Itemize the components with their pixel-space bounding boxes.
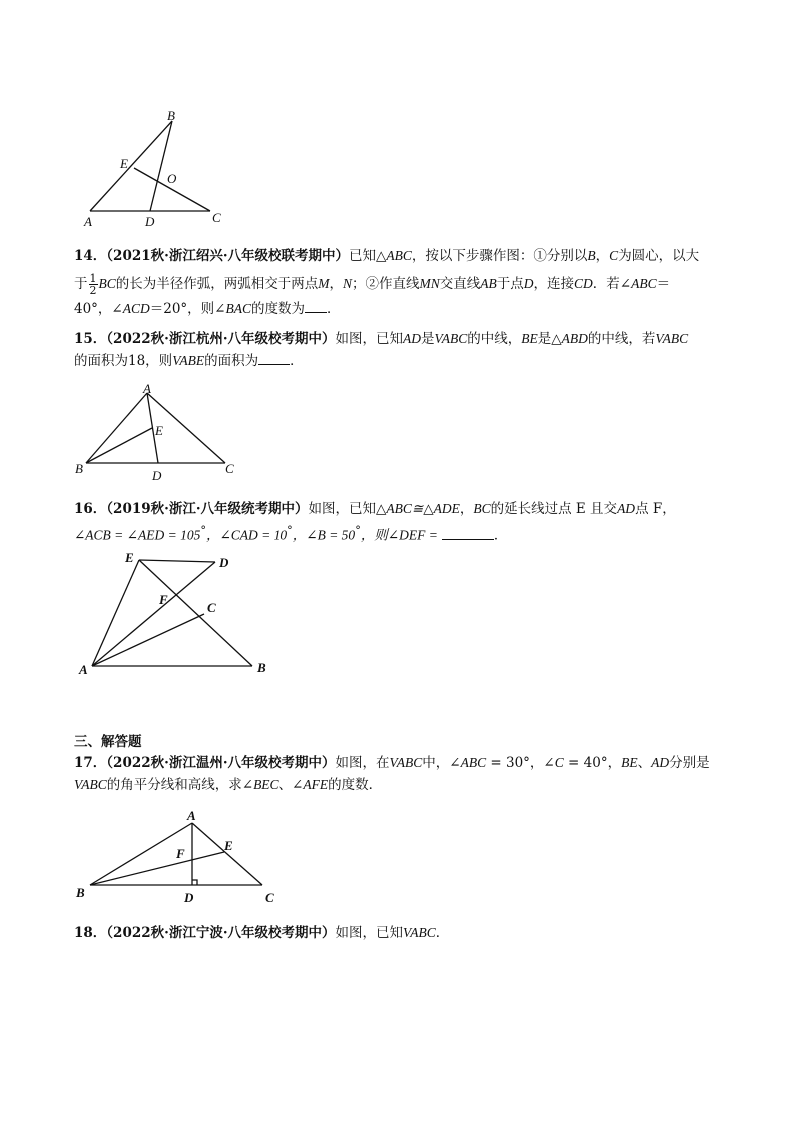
q18-source: （2022秋·浙江宁波·八年级校考期中） xyxy=(106,925,336,941)
q17-text: 的角平分线和高线，求∠ xyxy=(106,777,254,793)
q15-math: AD xyxy=(403,331,422,346)
label-a: A xyxy=(143,381,151,396)
q14-text: 于 xyxy=(74,276,88,292)
q14-math: MN xyxy=(419,276,440,291)
q14-text: 的长为半径作弧，两弧相交于两点 xyxy=(115,276,319,292)
q14-math: ACD xyxy=(122,301,150,316)
q17-text: 中，∠ xyxy=(422,755,461,771)
label-b: B xyxy=(257,660,266,675)
q17-line2 xyxy=(74,774,724,796)
question-18 xyxy=(74,922,724,944)
q14-text: ；②作直线 xyxy=(352,276,420,292)
q15-text: 的中线， xyxy=(467,331,522,347)
figure-q15-svg xyxy=(72,378,247,483)
q16-math: △ABC≅△ADE xyxy=(376,501,460,516)
q15-math: △ABD xyxy=(551,331,588,346)
q15-number: 15． xyxy=(74,331,107,347)
label-c: C xyxy=(225,461,234,476)
q16-math: ，∠B = 50 xyxy=(292,527,356,543)
degree-mark: ° xyxy=(200,524,206,537)
segment-ac xyxy=(192,823,262,885)
figure-q16-svg xyxy=(72,548,277,683)
fraction-one-half xyxy=(89,273,98,296)
question-14 xyxy=(74,245,724,320)
q17-text: 分别是 xyxy=(669,755,710,771)
answer-blank[interactable] xyxy=(258,350,290,365)
q14-math: CD xyxy=(574,276,593,291)
q17-number: 17． xyxy=(74,755,107,771)
question-17 xyxy=(74,752,724,796)
answer-blank[interactable] xyxy=(442,525,494,540)
question-16 xyxy=(74,498,724,547)
q14-text: ． xyxy=(327,301,341,317)
q17-math: VABC xyxy=(389,755,423,770)
q17-math: BEC xyxy=(253,777,279,792)
figure-q15 xyxy=(72,378,247,483)
q16-text: ． xyxy=(493,527,508,544)
q14-math: D xyxy=(523,276,534,291)
q14-math: △ABC xyxy=(376,248,412,263)
q16-number: 16． xyxy=(74,501,107,517)
figure-q17-svg xyxy=(72,805,287,910)
segment-be xyxy=(90,852,224,885)
degree-mark: ° xyxy=(355,524,361,537)
q17-math: ABC xyxy=(460,755,487,770)
q17-math: BE xyxy=(621,755,638,770)
q17-math: C xyxy=(554,755,564,770)
q17-math: AD xyxy=(651,755,670,770)
q15-text: 的中线，若 xyxy=(587,331,656,347)
q14-source: （2021秋·浙江绍兴·八年级校联考期中） xyxy=(106,248,350,264)
segment-eb xyxy=(139,560,252,666)
q14-line1 xyxy=(74,245,724,267)
answer-blank[interactable] xyxy=(305,298,327,313)
segment-ab xyxy=(86,393,147,463)
q16-math: ，则∠DEF = xyxy=(360,527,438,543)
q17-math: AFE xyxy=(303,777,329,792)
q14-math: AB xyxy=(480,276,497,291)
label-d: D xyxy=(219,555,229,570)
label-d: D xyxy=(152,468,162,483)
q15-math: VABE xyxy=(172,353,205,368)
figure-q13 xyxy=(82,105,242,230)
label-b: B xyxy=(75,461,83,476)
q16-math: BC xyxy=(473,501,491,516)
label-e: E xyxy=(224,838,233,853)
q15-text: 如图，已知 xyxy=(335,331,404,347)
q17-line1 xyxy=(74,752,724,774)
label-a: A xyxy=(84,214,92,229)
q14-math: N xyxy=(343,276,353,291)
label-b: B xyxy=(167,108,175,123)
q14-line3 xyxy=(74,298,724,320)
q16-math: ∠ACB = ∠AED = 105 xyxy=(74,527,201,543)
q15-math: VABC xyxy=(655,331,689,346)
q15-math: BE xyxy=(521,331,538,346)
segment-ac xyxy=(92,614,204,666)
q14-text: ， xyxy=(329,276,344,292)
label-e: E xyxy=(125,550,134,565)
q16-text: ， xyxy=(459,501,474,517)
figure-q13-svg xyxy=(82,105,242,230)
q15-source: （2022秋·浙江杭州·八年级校考期中） xyxy=(106,331,336,347)
figure-q17 xyxy=(72,805,287,910)
q15-text: 是 xyxy=(537,331,552,347)
fraction-denominator: 2 xyxy=(89,284,97,297)
q14-math: ABC xyxy=(631,276,657,291)
q18-number: 18． xyxy=(74,925,107,941)
q17-math: VABC xyxy=(74,777,107,792)
q15-text: 的面积为18，则 xyxy=(74,353,173,369)
label-f: F xyxy=(159,592,168,607)
q14-text: ＝ xyxy=(656,276,671,292)
q14-text: 为圆心，以大 xyxy=(618,248,700,264)
q15-line1 xyxy=(74,328,724,350)
label-a: A xyxy=(187,808,196,823)
label-f: F xyxy=(176,846,185,861)
q16-text: 如图，已知 xyxy=(308,501,377,517)
q14-number: 14． xyxy=(74,248,107,264)
label-o: O xyxy=(167,171,177,186)
q18-math: VABC xyxy=(403,925,436,940)
q16-text: 点 F， xyxy=(635,501,676,517)
right-angle-mark xyxy=(192,880,197,885)
label-d: D xyxy=(184,890,194,905)
q14-math: M xyxy=(318,276,330,291)
q15-text: ． xyxy=(290,353,304,369)
label-e: E xyxy=(155,423,163,438)
q14-text: ，按以下步骤作图：①分别以 xyxy=(411,248,588,264)
segment-ae xyxy=(92,560,139,666)
label-c: C xyxy=(212,210,221,225)
q17-source: （2022秋·浙江温州·八年级校考期中） xyxy=(106,755,336,771)
q15-math: VABC xyxy=(434,331,468,346)
section-heading: 三、解答题 xyxy=(74,734,142,750)
q16-math: AD xyxy=(617,501,636,516)
q18-text: 如图，已知 xyxy=(335,925,404,941)
q14-math: BC xyxy=(98,276,116,291)
q17-text: 的度数． xyxy=(328,777,383,793)
label-a: A xyxy=(79,662,88,677)
question-15 xyxy=(74,328,724,372)
q14-text: 交直线 xyxy=(439,276,481,292)
q16-line1 xyxy=(74,498,724,520)
q14-text: ，连接 xyxy=(533,276,575,292)
q15-line2 xyxy=(74,350,724,372)
q14-math: BAC xyxy=(225,301,251,316)
q14-text: 于点 xyxy=(496,276,524,292)
segment-ed xyxy=(139,560,215,562)
q14-text: ＝20°，则∠ xyxy=(149,301,226,317)
q18-text: ． xyxy=(435,925,450,941)
q16-math: ，∠CAD = 10 xyxy=(205,527,288,543)
figure-q16 xyxy=(72,548,277,683)
fraction-numerator: 1 xyxy=(89,272,97,285)
q15-text: 的面积为 xyxy=(204,353,259,369)
q14-math: C xyxy=(609,248,619,263)
q14-text: ， xyxy=(595,248,610,264)
label-b: B xyxy=(76,885,85,900)
q17-text: = 30°，∠ xyxy=(486,755,555,771)
segment-be xyxy=(86,428,152,463)
q16-text: 的延长线过点 E 且交 xyxy=(490,501,618,517)
q14-text: 已知 xyxy=(349,248,377,264)
q14-text: ．若∠ xyxy=(592,276,632,292)
q14-text: 40°，∠ xyxy=(74,301,123,317)
q14-line2 xyxy=(74,273,724,296)
q15-text: 是 xyxy=(421,331,435,347)
degree-mark: ° xyxy=(287,524,293,537)
q16-line2 xyxy=(74,520,724,547)
q17-text: 、 xyxy=(637,755,652,771)
label-d: D xyxy=(145,214,155,229)
segment-ab xyxy=(90,121,172,211)
q17-text: 如图，在 xyxy=(335,755,390,771)
q17-text: = 40°， xyxy=(563,755,622,771)
label-e: E xyxy=(120,156,128,171)
segment-bd xyxy=(150,121,172,211)
q14-text: 的度数为 xyxy=(251,301,305,317)
q17-text: 、∠ xyxy=(278,777,304,793)
q14-math: B xyxy=(587,248,596,263)
label-c: C xyxy=(265,890,274,905)
label-c: C xyxy=(207,600,216,615)
q16-source: （2019秋·浙江·八年级统考期中） xyxy=(106,501,309,517)
